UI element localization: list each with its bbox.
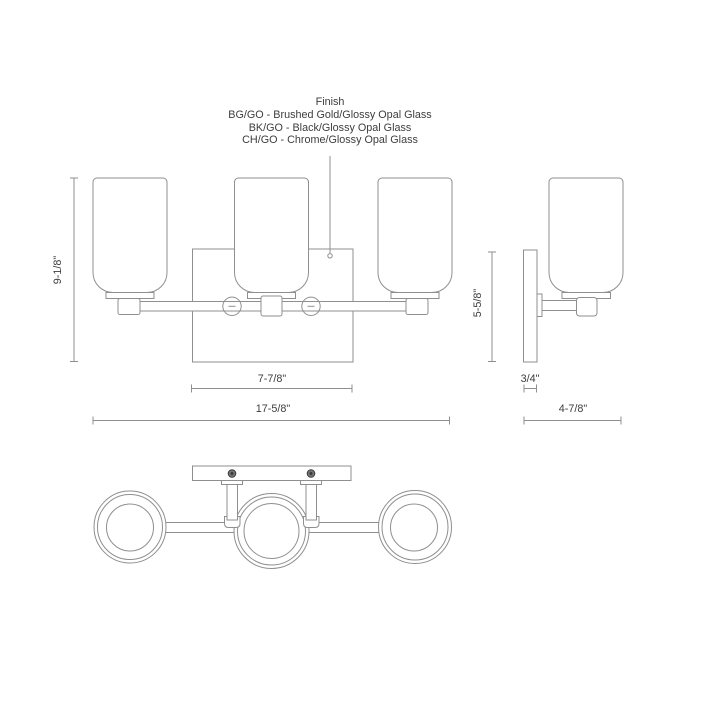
- front-socket-right: [406, 299, 428, 315]
- side-view: [524, 178, 624, 362]
- bottom-shade-center: [234, 494, 309, 569]
- front-shade-right: [378, 178, 452, 293]
- screw-icon: [228, 470, 236, 478]
- side-arm: [542, 301, 578, 311]
- dim-label-overall-width: 17-5/8": [255, 403, 291, 415]
- front-rim-left: [106, 293, 154, 299]
- front-socket-left: [118, 299, 140, 315]
- front-shade-center: [235, 178, 309, 293]
- bottom-mounting-plate: [193, 466, 352, 481]
- side-socket: [577, 298, 598, 317]
- finish-option-chgo: CH/GO - Chrome/Glossy Opal Glass: [242, 134, 418, 147]
- dim-line-overall-width: [93, 417, 450, 425]
- dim-line-backplate-width: [192, 385, 353, 393]
- dim-label-overall-height: 9-1/8": [52, 255, 64, 285]
- dim-label-overall-depth: 4-7/8": [558, 402, 588, 415]
- dim-line-overall-height: [70, 178, 78, 362]
- dim-label-backplate-height: 5-5/8": [472, 288, 484, 317]
- front-shade-left: [93, 178, 167, 293]
- side-shade: [549, 178, 623, 293]
- dim-line-overall-depth: [524, 417, 621, 425]
- dim-label-backplate-depth: 3/4": [520, 372, 540, 385]
- finish-option-bkgo: BK/GO - Black/Glossy Opal Glass: [248, 121, 412, 134]
- front-socket-center: [261, 296, 282, 316]
- dim-line-backplate-height: [488, 252, 496, 362]
- finish-title: Finish: [315, 96, 345, 108]
- bottom-shade-right: [379, 491, 452, 564]
- bottom-shade-left: [94, 491, 166, 563]
- screw-icon: [307, 470, 315, 478]
- finish-leader-line: [328, 156, 332, 258]
- front-rim-right: [391, 293, 439, 299]
- dim-line-backplate-depth: [524, 385, 537, 393]
- dim-label-backplate-width: 7-7/8": [257, 372, 287, 385]
- side-arm-flange: [537, 294, 542, 317]
- side-backplate: [524, 250, 538, 362]
- bottom-view: [94, 466, 452, 569]
- finish-option-bggo: BG/GO - Brushed Gold/Glossy Opal Glass: [228, 108, 432, 121]
- front-view: [93, 178, 452, 362]
